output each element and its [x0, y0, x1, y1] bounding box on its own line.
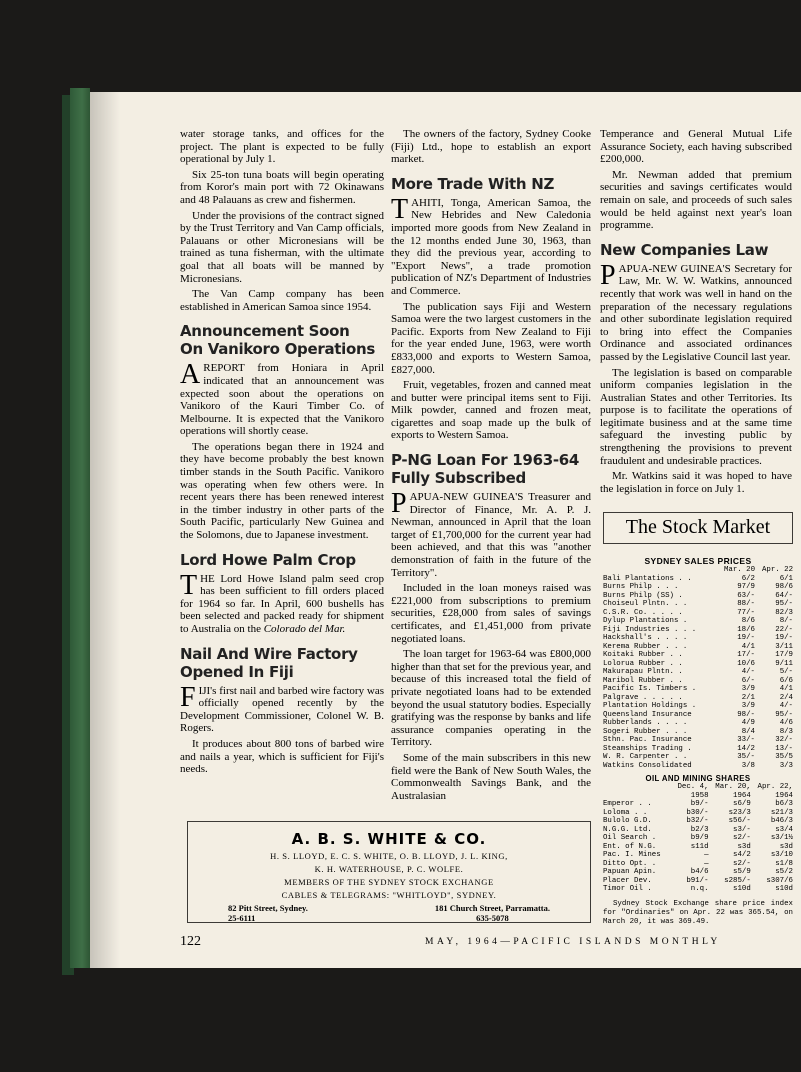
company-cell: Watkins Consolidated — [603, 761, 692, 770]
cables-line: CABLES & TELEGRAMS: "WHITLOYD", SYDNEY. — [281, 890, 497, 900]
price-cell: b30/- — [686, 808, 709, 817]
paragraph: Fruit, vegetables, frozen and canned meat and butter were principal items sent to Fiji. Milk powder, canned and frozen meat, cigarettes and soap made up the bulk of exports to Western Samoa. — [391, 379, 591, 442]
price-cell: Dec. 4, — [677, 783, 709, 791]
price-cell: 98/- — [737, 710, 755, 719]
paragraph-text: AHITI, Tonga, American Samoa, the New Hebrides and New Caledonia imported more goods from New Zealand in the 12 months ended June 30, 1963, than they did the previous year, according to "Export News", a trade promotion publication of NZ's Department of Industries and Commerce. — [391, 196, 591, 297]
table-row — [603, 694, 793, 703]
company-cell: Oil Search . — [603, 834, 657, 842]
price-cell: b91/- — [686, 876, 709, 885]
drop-cap: T — [391, 193, 409, 225]
sydney-prices-table — [603, 566, 793, 770]
price-cell: s21/3 — [770, 808, 793, 817]
table-row — [603, 745, 793, 754]
headline-line: Announcement Soon — [180, 322, 350, 341]
company-cell: Pac. I. Mines — [603, 851, 661, 859]
price-cell: 6/2 — [741, 574, 755, 583]
table-row — [603, 885, 793, 894]
company-cell: Bali Plantations . . — [603, 574, 692, 583]
price-cell: 82/3 — [775, 608, 793, 617]
paragraph-text: IJI's first nail and barbed wire factory was officially opened recently by the Development Commissioner, Colonel W. B. Rogers. — [180, 684, 384, 735]
price-cell: 10/6 — [737, 659, 755, 668]
paragraph: Under the provisions of the contract signed by the Trust Territory and Van Camp officials, Palauans or other Micronesians will be trained as tuna fisherman, with the ultimate goal that all boats will be manned by Micronesians. — [180, 209, 384, 285]
headline-vanikoro — [180, 322, 384, 358]
table-row — [603, 677, 793, 686]
price-cell: s3d — [779, 842, 793, 851]
price-cell: 19/- — [737, 634, 755, 642]
price-cell: Mar. 20 — [723, 566, 755, 574]
table-header-row — [603, 566, 793, 575]
table-row — [603, 711, 793, 720]
company-cell: Papuan Apin. — [603, 868, 657, 876]
price-cell: 33/- — [737, 736, 755, 744]
company-cell: Steamships Trading . — [603, 744, 692, 753]
address-text: 181 Church Street, Parramatta. — [434, 903, 550, 913]
paragraph — [180, 681, 384, 735]
headline-line: P-NG Loan For 1963-64 — [391, 451, 580, 470]
paragraph — [600, 259, 792, 364]
table-row — [603, 575, 793, 584]
paragraph-text: REPORT from Honiara in April indicated that an announcement was expected soon about the operations on Vanikoro of the Kauri Timber Co. of Melbourne. It is expected that the Vanikoro operations will shortly cease. — [180, 362, 384, 438]
price-cell: 14/2 — [737, 744, 755, 753]
price-cell: 95/- — [775, 710, 793, 719]
paragraph: The Van Camp company has been established in American Samoa since 1954. — [180, 288, 384, 313]
paragraph: Included in the loan moneys raised was £221,000 from subscriptions to premium securities, £28,000 from sales of savings certificates, and £1,451,000 from private negotiated loans. — [391, 582, 591, 645]
company-cell — [603, 792, 672, 801]
table-row — [603, 753, 793, 762]
partners-line: H. S. LLOYD, E. C. S. WHITE, O. B. LLOYD, J. L. KING, — [270, 851, 508, 861]
drop-cap: T — [180, 569, 198, 601]
price-cell: 17/- — [737, 651, 755, 659]
price-cell: s285/- — [724, 876, 751, 885]
company-cell: Makurapau Plntn. . — [603, 668, 683, 676]
price-cell: s1/8 — [775, 859, 793, 868]
company-cell: Burns Philp . . . — [603, 583, 679, 591]
price-cell: 1964 — [775, 791, 793, 800]
table-row — [603, 762, 793, 771]
price-cell: 8/6 — [741, 617, 755, 625]
price-cell: — — [704, 851, 709, 859]
table-row — [603, 609, 793, 618]
paragraph: Mr. Newman added that premium securities and savings certificates would remain on sale, and proceeds of such sales would be held against next year's loan programme. — [600, 168, 792, 232]
company-cell: Lolorua Rubber . . — [603, 659, 683, 668]
price-cell: 1964 — [733, 791, 751, 800]
price-cell: s3d — [737, 842, 751, 851]
price-index-note: Sydney Stock Exchange share price index for "Ordinaries" on Apr. 22 was 365.54, on March 20, it was 369.49. — [603, 899, 793, 926]
page-number: 122 — [180, 934, 201, 949]
price-cell: 77/- — [737, 608, 755, 617]
table-row — [603, 592, 793, 601]
price-cell: s11d — [690, 842, 709, 851]
company-cell: Ent. of N.G. — [603, 842, 657, 851]
drop-cap: A — [180, 359, 201, 391]
price-cell: 17/9 — [775, 651, 793, 659]
price-cell: 4/1 — [779, 685, 793, 693]
price-cell: 4/- — [741, 668, 755, 676]
paragraph: water storage tanks, and offices for the project. The plant is expected to be fully operational by July 1. — [180, 128, 384, 166]
phone-text: 635-5078 — [476, 913, 509, 923]
headline-nail-wire — [180, 645, 384, 681]
paragraph-text: APUA-NEW GUINEA'S Treasurer and Director of Finance, Mr. A. P. J. Newman, announced in April that the loan target of £1,700,000 for the current year had been achieved, and that this was "another demonstration of faith in the future of the Territory". — [391, 491, 591, 579]
paragraph: The loan target for 1963-64 was £800,000 higher than that set for the previous year, and because of this increased total the field of private negotiated loans had to be extended beyond the usual statutory bodies. Especially gratifying was the response by banks and life assurance companies operating in the Territory. — [391, 648, 591, 749]
price-cell: s2/- — [733, 834, 751, 842]
table-row — [603, 583, 793, 592]
price-cell: 35/5 — [775, 753, 793, 761]
address-row — [188, 900, 590, 923]
company-cell: Placer Dev. — [603, 876, 652, 885]
table-row — [603, 702, 793, 711]
oil-mining-table — [603, 783, 793, 894]
price-cell: s56/- — [728, 817, 751, 825]
price-cell: s3/10 — [770, 851, 793, 859]
ship-name: Colorado del Mar. — [263, 623, 346, 635]
company-cell: Palgrave . . . . . — [603, 693, 683, 702]
table-row — [603, 868, 793, 877]
headline-png-loan — [391, 451, 591, 487]
price-cell: 32/- — [775, 736, 793, 744]
company-cell: Emperor . . — [603, 800, 652, 808]
price-cell: 6/6 — [779, 676, 793, 685]
headline-companies-law: New Companies Law — [600, 240, 769, 259]
price-cell: 98/6 — [775, 583, 793, 591]
paragraph: Some of the main subscribers in this new field were the Bank of New South Wales, the Commonwealth Savings Bank, and the Australasian — [391, 751, 591, 802]
price-cell: b9/- — [690, 800, 709, 808]
price-cell: 6/1 — [779, 574, 793, 583]
price-cell: Mar. 20, — [715, 783, 751, 791]
paragraph — [391, 488, 591, 579]
price-cell: 6/- — [741, 676, 755, 685]
company-cell: Bulolo G.D. — [603, 817, 652, 825]
price-cell: 3/11 — [775, 642, 793, 651]
price-cell: 18/6 — [737, 625, 755, 634]
table-row — [603, 668, 793, 677]
price-cell: 63/- — [737, 591, 755, 600]
price-cell: b32/- — [686, 817, 709, 825]
table-row — [603, 826, 793, 835]
price-cell: s307/6 — [766, 876, 793, 885]
price-cell: s10d — [775, 885, 793, 893]
table-row — [603, 736, 793, 745]
price-cell: b9/9 — [690, 834, 709, 842]
price-cell: 4/- — [779, 702, 793, 710]
column-1 — [180, 128, 384, 779]
paragraph: Mr. Watkins said it was hoped to have the legislation in force on July 1. — [600, 470, 792, 495]
price-cell: b6/3 — [775, 800, 793, 808]
paragraph — [180, 359, 384, 438]
table-header-row — [603, 792, 793, 801]
company-cell: W. R. Carpenter . . — [603, 753, 688, 761]
paragraph: It produces about 800 tons of barbed wire and nails a year, which is sufficient for Fiji's needs. — [180, 737, 384, 776]
price-cell: 4/9 — [741, 719, 755, 727]
running-head: MAY, 1964—PACIFIC ISLANDS MONTHLY — [425, 937, 721, 947]
stock-market-title-box — [603, 512, 793, 544]
table-row — [603, 834, 793, 843]
company-cell: Dylup Plantations . — [603, 617, 688, 625]
headline-lord-howe: Lord Howe Palm Crop — [180, 550, 356, 569]
table-row — [603, 877, 793, 886]
paragraph: Temperance and General Mutual Life Assurance Society, each having subscribed £200,000. — [600, 128, 792, 166]
table-row — [603, 685, 793, 694]
company-cell: Koitaki Rubber . . — [603, 651, 683, 659]
address-text: 82 Pitt Street, Sydney. — [228, 903, 308, 913]
price-cell: 22/- — [775, 625, 793, 634]
company-cell: Burns Philp (SS) . — [603, 591, 683, 600]
company-cell: Hackshall's . . . . — [603, 634, 688, 642]
drop-cap: P — [391, 488, 407, 520]
price-cell: 3/8 — [741, 761, 755, 770]
headline-line: Opened In Fiji — [180, 662, 294, 681]
table-row — [603, 660, 793, 669]
company-cell: Maribol Rubber . . — [603, 676, 683, 685]
paragraph: Six 25-ton tuna boats will begin operating from Koror's main port with 72 Okinawans and 48 Palauans as crew and fishermen. — [180, 168, 384, 206]
price-cell: 64/- — [775, 591, 793, 600]
book-spine — [70, 88, 90, 968]
price-cell: 8/- — [779, 617, 793, 625]
price-cell: Apr. 22 — [761, 566, 793, 574]
price-cell: 3/9 — [741, 702, 755, 710]
price-cell: 9/11 — [775, 659, 793, 668]
sydney-address — [228, 903, 308, 923]
column-2 — [391, 128, 591, 805]
column-3 — [600, 128, 792, 498]
drop-cap: F — [180, 681, 196, 713]
table-row — [603, 634, 793, 643]
drop-cap: P — [600, 259, 616, 291]
table-header-row — [603, 783, 793, 792]
price-cell: 35/- — [737, 753, 755, 761]
page-footer — [180, 934, 800, 954]
company-cell: Timor Oil . — [603, 885, 652, 893]
table-row — [603, 843, 793, 852]
price-cell: 8/3 — [779, 727, 793, 736]
table-row — [603, 651, 793, 660]
price-cell: 2/1 — [741, 693, 755, 702]
company-cell: N.G.G. Ltd. — [603, 825, 652, 834]
company-cell: Choiseul Plntn. . . — [603, 600, 688, 608]
table-row — [603, 809, 793, 818]
price-cell: s3/1½ — [770, 834, 793, 842]
paragraph: The owners of the factory, Sydney Cooke (Fiji) Ltd., hope to establish an export market. — [391, 128, 591, 166]
price-cell: s3/- — [733, 825, 751, 834]
price-cell: s5/2 — [775, 868, 793, 876]
price-cell: 88/- — [737, 600, 755, 608]
table-row — [603, 728, 793, 737]
table-row — [603, 860, 793, 869]
members-line: MEMBERS OF THE SYDNEY STOCK EXCHANGE — [284, 877, 494, 887]
paragraph — [391, 193, 591, 298]
price-cell: 4/6 — [779, 719, 793, 727]
table-row — [603, 719, 793, 728]
sydney-sales-title: SYDNEY SALES PRICES — [644, 556, 752, 566]
company-cell: Rubberlands . . . . — [603, 719, 688, 727]
price-cell: s5/9 — [733, 868, 751, 876]
price-cell: s10d — [733, 885, 751, 893]
table-row — [603, 800, 793, 809]
firm-name: A. B. S. WHITE & CO. — [291, 830, 487, 848]
price-cell: 13/- — [775, 744, 793, 753]
paragraph: The legislation is based on comparable uniform companies legislation in the Australian States and other Territories. Its purpose is to facilitate the operations of legitimate business and at the same time safeguard the investing public by strengthening the provisions to prevent fraudulent and undesirable practices. — [600, 366, 792, 467]
table-row — [603, 600, 793, 609]
stock-market-section — [603, 512, 793, 927]
paragraph: The publication says Fiji and Western Samoa were the two largest customers in the Pacific. Exports from New Zealand to Fiji for the year ended June, 1963, were worth £833,000 and exports to Western Samoa, £827,000. — [391, 300, 591, 376]
table-row — [603, 626, 793, 635]
price-cell: 8/4 — [741, 727, 755, 736]
price-cell: s3/4 — [775, 825, 793, 834]
table-row — [603, 817, 793, 826]
company-cell: Pacific Is. Timbers . — [603, 685, 697, 693]
price-cell: 5/- — [779, 668, 793, 676]
price-cell: 19/- — [775, 634, 793, 642]
price-cell: — — [704, 859, 709, 868]
table-row — [603, 851, 793, 860]
headline-line: Nail And Wire Factory — [180, 644, 358, 663]
price-cell: s4/2 — [733, 851, 751, 859]
table-row — [603, 643, 793, 652]
price-cell: 1958 — [690, 791, 709, 800]
headline-line: On Vanikoro Operations — [180, 340, 375, 359]
oil-mining-title: OIL AND MINING SHARES — [645, 774, 751, 783]
parramatta-address — [435, 903, 550, 923]
company-cell — [603, 783, 672, 792]
headline-line: Fully Subscribed — [391, 469, 526, 488]
headline-trade-nz: More Trade With NZ — [391, 174, 555, 193]
company-cell: Kerema Rubber . . . — [603, 642, 688, 651]
partners-line: K. H. WATERHOUSE, P. C. WOLFE. — [314, 864, 464, 874]
price-cell: s23/3 — [728, 808, 751, 817]
price-cell: s2/- — [733, 859, 751, 868]
company-cell: Fiji Industries . . . — [603, 625, 697, 634]
advertisement-box — [187, 821, 591, 923]
price-cell: Apr. 22, — [757, 783, 793, 791]
price-cell: 3/3 — [779, 761, 793, 770]
company-cell: Queensland Insurance — [603, 710, 692, 719]
paragraph-text: APUA-NEW GUINEA'S Secretary for Law, Mr. W. W. Watkins, announced recently that work was well in hand on the preparation of the necessary regulations and other subordinate legislation required to bring into effect the Companies Ordinance and associated ordinances passed by the Legislative Council last year. — [600, 262, 792, 363]
company-cell — [603, 566, 717, 575]
company-cell: C.S.R. Co. . . . . — [603, 608, 683, 617]
price-cell: 95/- — [775, 600, 793, 608]
table-row — [603, 617, 793, 626]
price-cell: s6/9 — [733, 800, 751, 808]
price-cell: 4/1 — [741, 642, 755, 651]
price-cell: b4/6 — [690, 868, 709, 876]
company-cell: Sogeri Rubber . . . — [603, 727, 688, 736]
paragraph — [180, 569, 384, 636]
paragraph-text: HE Lord Howe Island palm seed crop has been sufficient to fill orders placed for 1964 so far. In April, 600 bushells has been selected and packed ready for shipment to Australia on the — [180, 572, 384, 635]
company-cell: Loloma . . — [603, 808, 648, 817]
company-cell: Ditto Opt. . — [603, 859, 657, 868]
price-cell: 97/9 — [737, 583, 755, 591]
company-cell: Plantation Holdings . — [603, 702, 697, 710]
price-cell: n.q. — [690, 885, 709, 893]
phone-text: 25-6111 — [228, 913, 256, 923]
company-cell: Sthn. Pac. Insurance — [603, 736, 692, 744]
paragraph: The operations began there in 1924 and they have become probably the best known timber stands in the South Pacific. Vanikoro was operating when few others were. In recent years there has been renewed interest in the timber industry in other parts of the South Pacific, particularly New Guinea and the Solomons, due to Japanese investment. — [180, 440, 384, 542]
stock-market-title: The Stock Market — [625, 516, 771, 538]
price-cell: b2/3 — [690, 825, 709, 834]
price-cell: b46/3 — [770, 817, 793, 825]
price-cell: 3/9 — [741, 685, 755, 693]
price-cell: 2/4 — [779, 693, 793, 702]
